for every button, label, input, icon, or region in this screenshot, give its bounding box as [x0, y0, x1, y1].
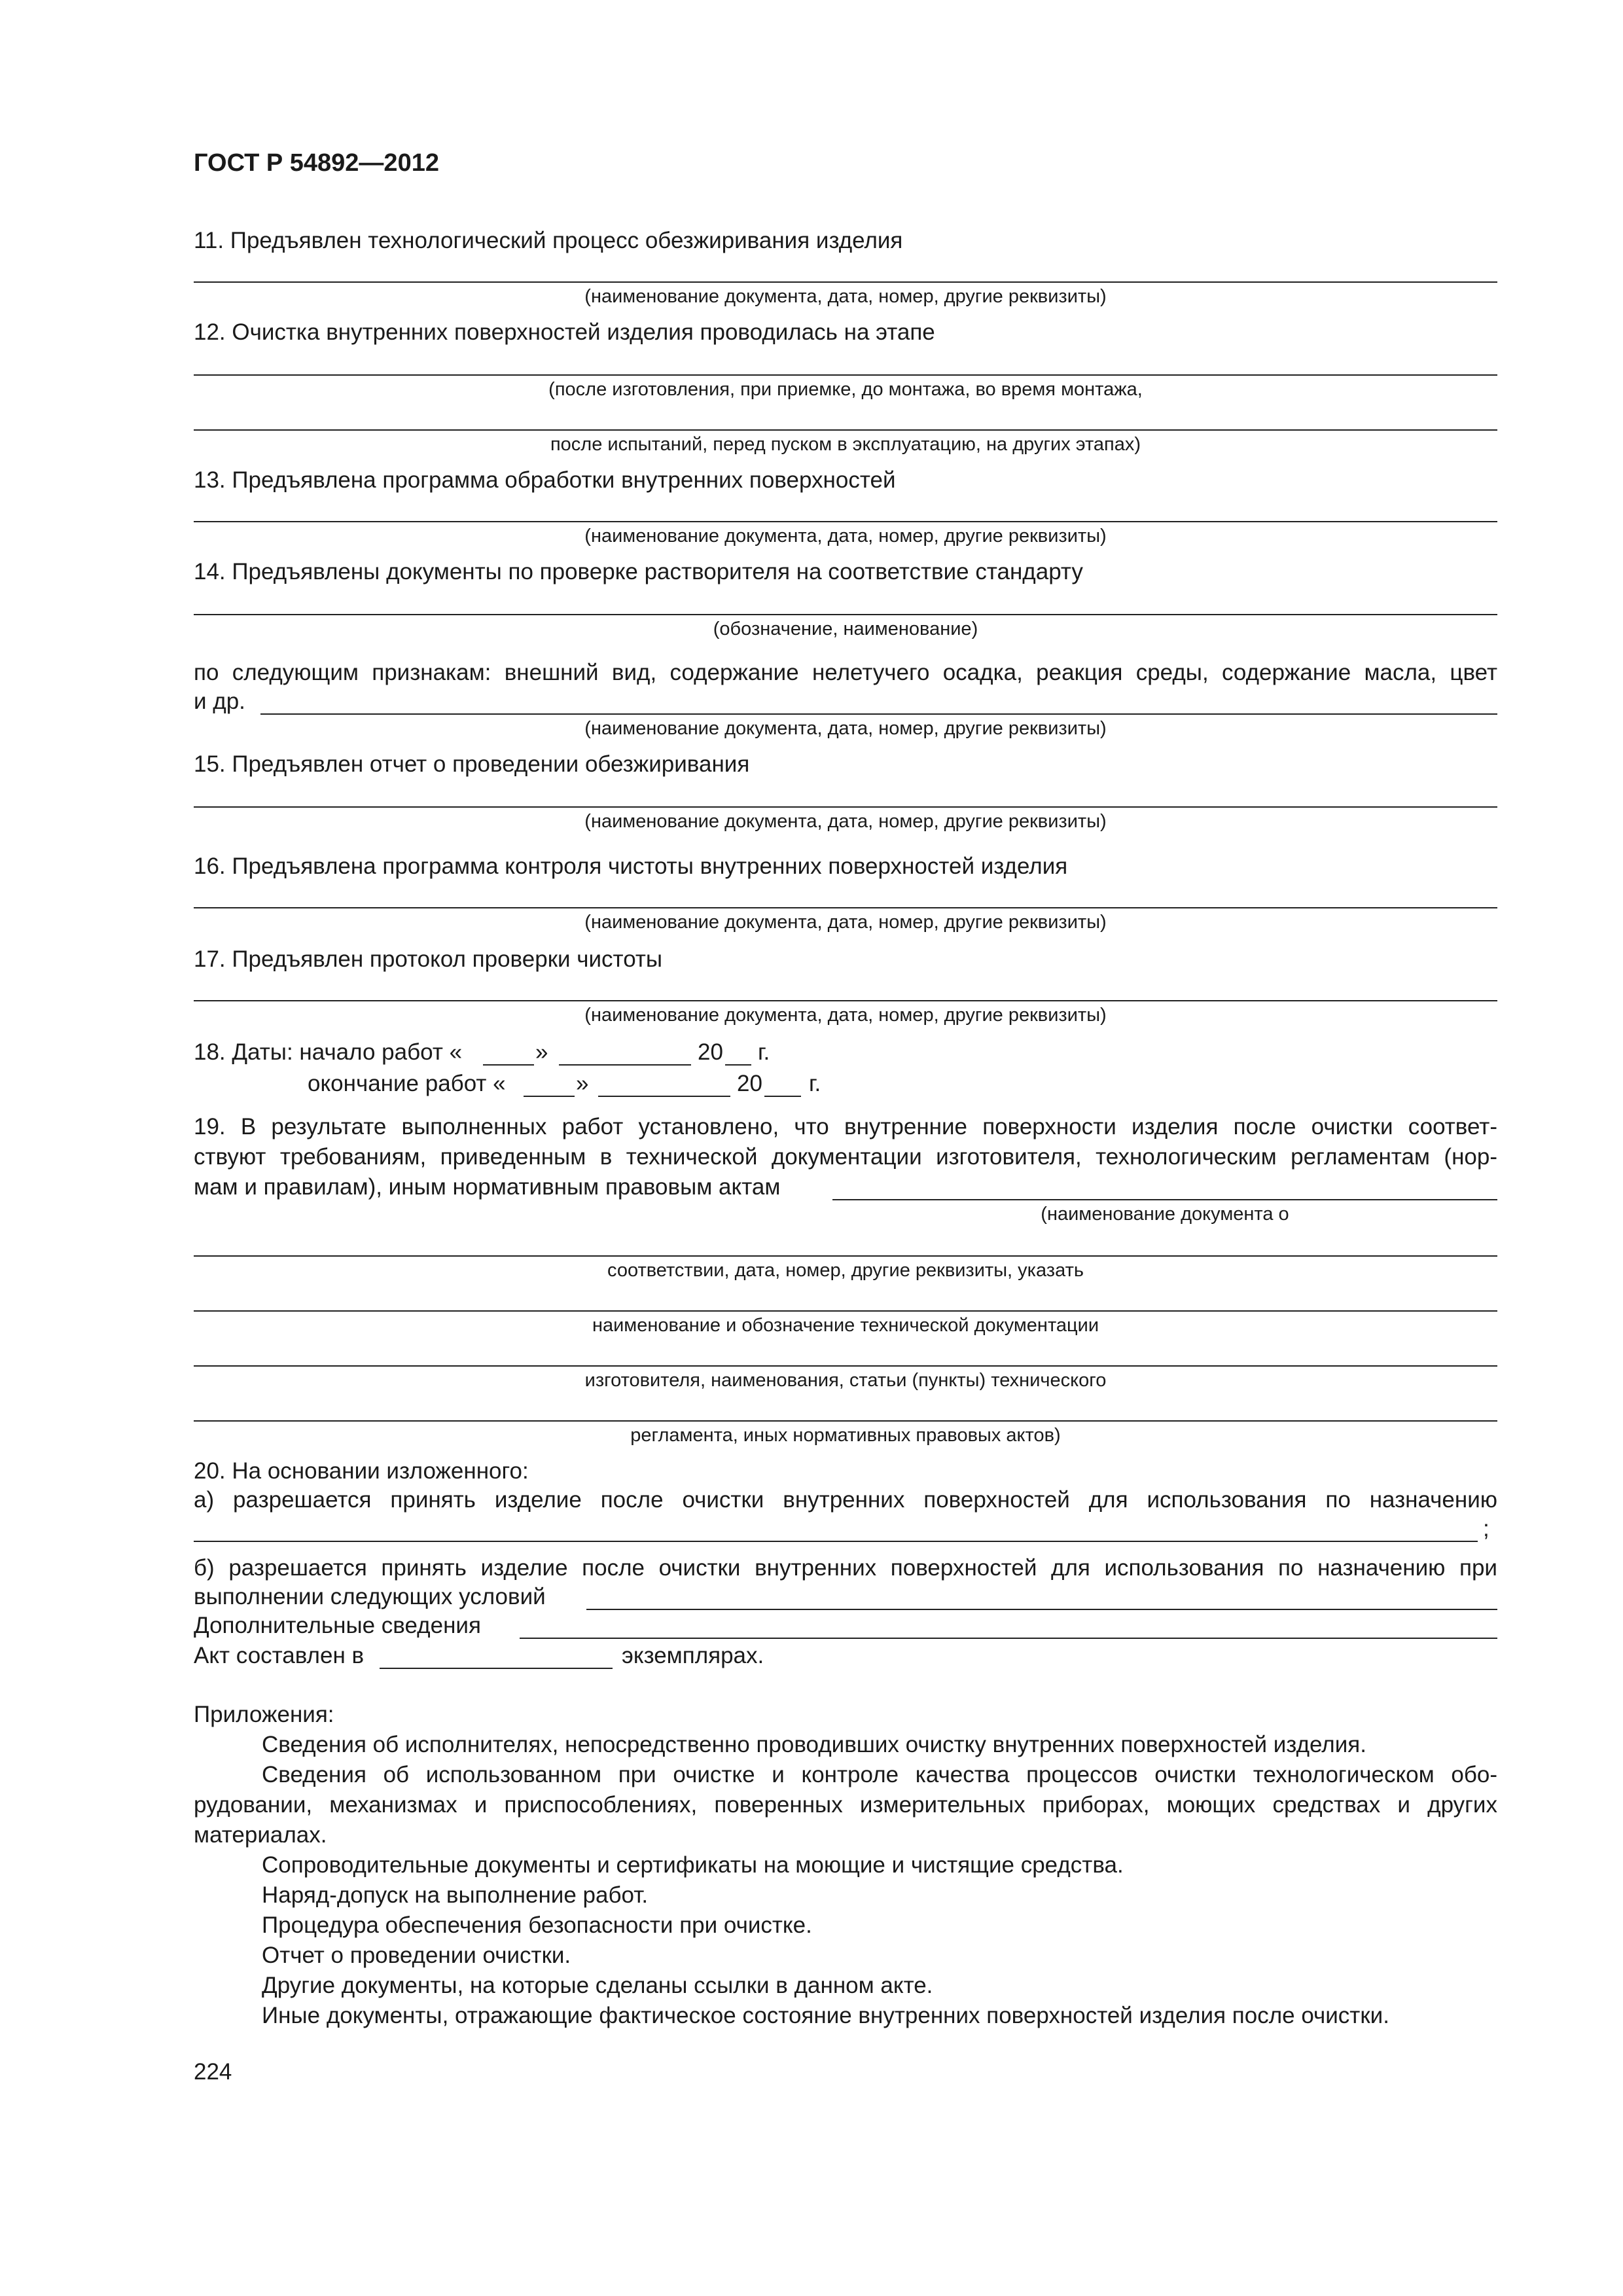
page-number: 224 — [194, 2059, 232, 2085]
fill-line — [260, 713, 1497, 715]
appendix-title: Приложения: — [194, 1702, 334, 1727]
item-20b-line-1: б) разрешается принять изделие после очистки внутренних поверхностей для использования по назначению при — [194, 1555, 1497, 1581]
caption-conformity-1: (наименование документа о — [1041, 1204, 1289, 1225]
item-18-start-year: 20 — [698, 1039, 723, 1065]
item-20a: а) разрешается принять изделие после очистки внутренних поверхностей для использования по назначению — [194, 1487, 1497, 1513]
fill-line — [520, 1638, 1497, 1639]
fill-line — [194, 907, 1497, 908]
act-copies-label: Акт составлен в — [194, 1643, 365, 1668]
fill-line — [194, 806, 1497, 808]
item-20b-line-2: выполнении следующих условий — [194, 1584, 546, 1609]
item-13: 13. Предъявлена программа обработки внутренних поверхностей — [194, 467, 896, 493]
caption-doc: (наименование документа, дата, номер, другие реквизиты) — [584, 286, 1107, 307]
fill-line — [586, 1609, 1497, 1610]
act-copies-suffix: экземплярах. — [622, 1643, 764, 1668]
item-18-start-quote: » — [535, 1039, 548, 1065]
caption-designation: (обозначение, наименование) — [713, 619, 978, 639]
item-15: 15. Предъявлен отчет о проведении обезжиривания — [194, 751, 750, 777]
caption-conformity-4: изготовителя, наименования, статьи (пункты) технического — [584, 1370, 1107, 1391]
item-18-start-label: 18. Даты: начало работ « — [194, 1039, 463, 1065]
fill-line — [194, 374, 1497, 376]
item-11: 11. Предъявлен технологический процесс обезжиривания изделия — [194, 228, 903, 253]
item-19-line-1: 19. В результате выполненных работ установлено, что внутренние поверхности изделия после очистки соответ- — [194, 1114, 1497, 1139]
item-18-end-label: окончание работ « — [308, 1071, 506, 1096]
fill-line — [194, 1420, 1497, 1422]
item-14b-line-1: по следующим признакам: внешний вид, содержание нелетучего осадка, реакция среды, содержание масла, цвет — [194, 660, 1497, 685]
item-19-line-2: ствуют требованиям, приведенным в технической документации изготовителя, технологическим регламентам (нор- — [194, 1144, 1497, 1170]
fill-line — [194, 1000, 1497, 1001]
fill-line — [194, 521, 1497, 522]
extra-info-label: Дополнительные сведения — [194, 1613, 481, 1638]
item-14: 14. Предъявлены документы по проверке растворителя на соответствие стандарту — [194, 559, 1083, 584]
item-18-start-g: г. — [758, 1039, 770, 1065]
appendix-item-cont: материалах. — [194, 1822, 327, 1848]
caption-doc: (наименование документа, дата, номер, другие реквизиты) — [584, 912, 1107, 933]
fill-line — [194, 1310, 1497, 1312]
fill-line — [194, 1365, 1497, 1367]
day-blank — [483, 1064, 534, 1066]
fill-line — [194, 281, 1497, 283]
caption-conformity-2: соответствии, дата, номер, другие реквизиты, указать — [607, 1260, 1084, 1281]
appendix-item: Иные документы, отражающие фактическое состояние внутренних поверхностей изделия после очистки. — [262, 2003, 1389, 2028]
appendix-item: Процедура обеспечения безопасности при очистке. — [262, 1912, 812, 1938]
year-blank — [764, 1096, 801, 1097]
item-20a-semicolon: ; — [1483, 1516, 1489, 1541]
caption-doc: (наименование документа, дата, номер, другие реквизиты) — [584, 718, 1107, 739]
caption-conformity-5: регламента, иных нормативных правовых актов) — [630, 1425, 1061, 1446]
appendix-item: Другие документы, на которые сделаны ссылки в данном акте. — [262, 1973, 933, 1998]
fill-line — [194, 1541, 1478, 1542]
appendix-item-cont: рудовании, механизмах и приспособлениях, поверенных измерительных приборах, моющих средствах и других — [194, 1792, 1497, 1818]
item-14b-line-2: и др. — [194, 689, 245, 714]
appendix-item: Сведения об использованном при очистке и контроле качества процессов очистки технологическом обо- — [262, 1762, 1497, 1787]
caption-stage-2: после испытаний, перед пуском в эксплуатацию, на других этапах) — [550, 434, 1141, 455]
year-blank — [725, 1064, 751, 1066]
document-header: ГОСТ Р 54892—2012 — [194, 149, 439, 177]
caption-stage-1: (после изготовления, при приемке, до монтажа, во время монтажа, — [548, 379, 1143, 400]
caption-doc: (наименование документа, дата, номер, другие реквизиты) — [584, 526, 1107, 547]
item-17: 17. Предъявлен протокол проверки чистоты — [194, 946, 663, 972]
item-18-end-quote: » — [576, 1071, 589, 1096]
day-blank — [524, 1096, 575, 1097]
caption-doc: (наименование документа, дата, номер, другие реквизиты) — [584, 811, 1107, 832]
item-19-line-3: мам и правилам), иным нормативным правовым актам — [194, 1174, 781, 1200]
item-20: 20. На основании изложенного: — [194, 1458, 529, 1484]
appendix-item: Сопроводительные документы и сертификаты на моющие и чистящие средства. — [262, 1852, 1124, 1878]
caption-conformity-3: наименование и обозначение технической документации — [592, 1315, 1099, 1336]
fill-line — [832, 1199, 1497, 1200]
month-blank — [598, 1096, 730, 1097]
item-18-end-year: 20 — [737, 1071, 762, 1096]
item-16: 16. Предъявлена программа контроля чистоты внутренних поверхностей изделия — [194, 853, 1068, 879]
item-18-end-g: г. — [809, 1071, 821, 1096]
month-blank — [559, 1064, 691, 1066]
copies-blank — [380, 1668, 613, 1669]
caption-doc: (наименование документа, дата, номер, другие реквизиты) — [584, 1005, 1107, 1026]
appendix-item: Сведения об исполнителях, непосредственно проводивших очистку внутренних поверхностей изделия. — [262, 1732, 1366, 1757]
fill-line — [194, 429, 1497, 431]
appendix-item: Наряд-допуск на выполнение работ. — [262, 1882, 649, 1908]
fill-line — [194, 614, 1497, 615]
fill-line — [194, 1255, 1497, 1257]
appendix-item: Отчет о проведении очистки. — [262, 1943, 571, 1968]
item-12: 12. Очистка внутренних поверхностей изделия проводилась на этапе — [194, 319, 935, 345]
